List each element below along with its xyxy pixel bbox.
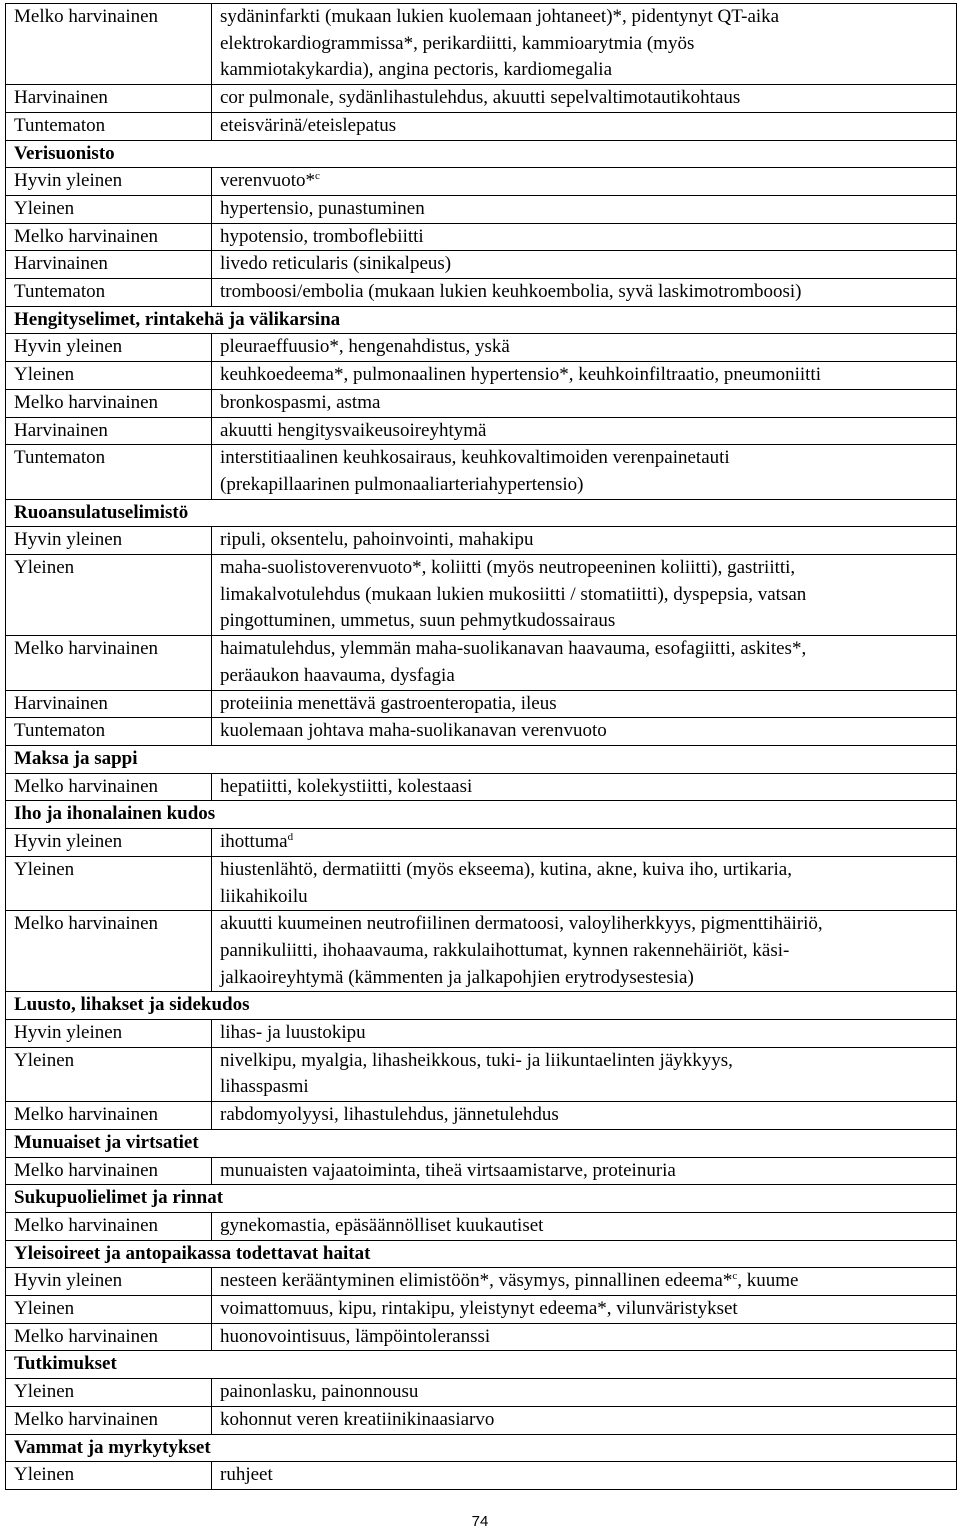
frequency-cell: Hyvin yleinen bbox=[6, 829, 212, 857]
reaction-text: livedo reticularis (sinikalpeus) bbox=[220, 253, 452, 275]
reaction-line bbox=[220, 1213, 956, 1240]
reaction-line bbox=[220, 390, 956, 417]
reaction-cell bbox=[212, 389, 957, 417]
frequency-cell: Yleinen bbox=[6, 362, 212, 390]
footnote-marker: d bbox=[287, 831, 294, 844]
reaction-cell bbox=[212, 417, 957, 445]
reaction-text: liikahikoilu bbox=[220, 885, 308, 907]
frequency-cell: Melko harvinainen bbox=[6, 223, 212, 251]
reaction-line bbox=[220, 1158, 956, 1185]
reaction-text-after: , kuume bbox=[737, 1270, 799, 1292]
reaction-cell bbox=[212, 1379, 957, 1407]
reaction-text: proteiinia menettävä gastroenteropatia, ileus bbox=[220, 692, 557, 714]
reaction-cell bbox=[212, 223, 957, 251]
reaction-text: ihottuma bbox=[220, 831, 288, 853]
reaction-text: ripuli, oksentelu, pahoinvointi, mahakipu bbox=[220, 529, 534, 551]
reaction-cell bbox=[212, 85, 957, 113]
frequency-cell: Melko harvinainen bbox=[6, 636, 212, 690]
table-row bbox=[6, 1212, 957, 1240]
reaction-line bbox=[220, 472, 956, 499]
frequency-cell: Melko harvinainen bbox=[6, 773, 212, 801]
reaction-cell bbox=[212, 362, 957, 390]
frequency-cell: Tuntematon bbox=[6, 279, 212, 307]
table-row bbox=[6, 911, 957, 992]
reaction-line bbox=[220, 829, 956, 856]
reaction-cell bbox=[212, 1323, 957, 1351]
reaction-text: pleuraeffuusio*, hengenahdistus, yskä bbox=[220, 336, 510, 358]
reaction-cell bbox=[212, 911, 957, 992]
reaction-line bbox=[220, 113, 956, 140]
reaction-line bbox=[220, 334, 956, 361]
section-row bbox=[6, 140, 957, 168]
reaction-text: peräaukon haavauma, dysfagia bbox=[220, 664, 455, 686]
reaction-line bbox=[220, 362, 956, 389]
frequency-cell: Harvinainen bbox=[6, 85, 212, 113]
reaction-cell bbox=[212, 195, 957, 223]
section-row bbox=[6, 306, 957, 334]
frequency-cell: Melko harvinainen bbox=[6, 4, 212, 85]
table-row bbox=[6, 1379, 957, 1407]
section-row bbox=[6, 1434, 957, 1462]
reaction-line bbox=[220, 196, 956, 223]
reaction-cell bbox=[212, 718, 957, 746]
table-row bbox=[6, 829, 957, 857]
reaction-text: maha-suolistoverenvuoto*, koliitti (myös neutropeeninen koliitti), gastriitti, bbox=[220, 557, 796, 579]
footnote-marker: c bbox=[314, 170, 320, 183]
reaction-line bbox=[220, 1296, 956, 1323]
table-row bbox=[6, 1157, 957, 1185]
reaction-cell bbox=[212, 112, 957, 140]
reaction-cell bbox=[212, 829, 957, 857]
frequency-cell: Hyvin yleinen bbox=[6, 168, 212, 196]
reaction-text: elektrokardiogrammissa*, perikardiitti, kammioarytmia (myös bbox=[220, 32, 695, 54]
reaction-line bbox=[220, 938, 956, 965]
section-heading: Yleisoireet ja antopaikassa todettavat haitat bbox=[6, 1240, 957, 1268]
reaction-cell bbox=[212, 251, 957, 279]
reaction-line bbox=[220, 527, 956, 554]
reaction-cell bbox=[212, 1102, 957, 1130]
reaction-text: limakalvotulehdus (mukaan lukien mukosiitti / stomatiitti), dyspepsia, vatsan bbox=[220, 583, 807, 605]
reaction-text: kuolemaan johtava maha-suolikanavan verenvuoto bbox=[220, 720, 607, 742]
section-row bbox=[6, 1185, 957, 1213]
frequency-cell: Yleinen bbox=[6, 1047, 212, 1101]
reaction-line bbox=[220, 168, 956, 195]
reaction-cell bbox=[212, 445, 957, 499]
reaction-text: kohonnut veren kreatiinikinaasiarvo bbox=[220, 1408, 495, 1430]
section-heading: Maksa ja sappi bbox=[6, 745, 957, 773]
table-row bbox=[6, 1406, 957, 1434]
frequency-cell: Melko harvinainen bbox=[6, 1406, 212, 1434]
section-heading: Sukupuolielimet ja rinnat bbox=[6, 1185, 957, 1213]
frequency-cell: Yleinen bbox=[6, 1462, 212, 1490]
reaction-text: (prekapillaarinen pulmonaaliarteriahypertensio) bbox=[220, 473, 584, 495]
section-heading: Ruoansulatuselimistö bbox=[6, 499, 957, 527]
frequency-cell: Hyvin yleinen bbox=[6, 334, 212, 362]
table-row bbox=[6, 112, 957, 140]
reaction-text: ruhjeet bbox=[220, 1464, 273, 1486]
reaction-line bbox=[220, 608, 956, 635]
frequency-cell: Hyvin yleinen bbox=[6, 1020, 212, 1048]
reaction-text: gynekomastia, epäsäännölliset kuukautiset bbox=[220, 1214, 544, 1236]
reaction-cell bbox=[212, 1157, 957, 1185]
table-row bbox=[6, 85, 957, 113]
table-row bbox=[6, 362, 957, 390]
reaction-line bbox=[220, 251, 956, 278]
section-heading: Vammat ja myrkytykset bbox=[6, 1434, 957, 1462]
reaction-line bbox=[220, 965, 956, 992]
reaction-text: nivelkipu, myalgia, lihasheikkous, tuki- ja liikuntaelinten jäykkyys, bbox=[220, 1049, 733, 1071]
reaction-text: hypertensio, punastuminen bbox=[220, 197, 425, 219]
table-row bbox=[6, 223, 957, 251]
table-row bbox=[6, 1102, 957, 1130]
frequency-cell: Hyvin yleinen bbox=[6, 527, 212, 555]
reaction-text: voimattomuus, kipu, rintakipu, yleistynyt edeema*, vilunväristykset bbox=[220, 1298, 738, 1320]
frequency-cell: Harvinainen bbox=[6, 417, 212, 445]
reaction-cell bbox=[212, 856, 957, 910]
section-row bbox=[6, 1240, 957, 1268]
footnote-marker: c bbox=[732, 1270, 738, 1283]
frequency-cell: Harvinainen bbox=[6, 251, 212, 279]
reaction-cell bbox=[212, 279, 957, 307]
reaction-cell bbox=[212, 334, 957, 362]
reaction-line bbox=[220, 1462, 956, 1489]
page-number: 74 bbox=[471, 1513, 489, 1530]
reaction-text: huonovointisuus, lämpöintoleranssi bbox=[220, 1325, 491, 1347]
frequency-cell: Melko harvinainen bbox=[6, 911, 212, 992]
reaction-text: lihasspasmi bbox=[220, 1076, 309, 1098]
reaction-text: interstitiaalinen keuhkosairaus, keuhkovaltimoiden verenpainetauti bbox=[220, 447, 730, 469]
reaction-line bbox=[220, 582, 956, 609]
table-row bbox=[6, 1020, 957, 1048]
reaction-cell bbox=[212, 773, 957, 801]
reaction-line bbox=[220, 1074, 956, 1101]
reaction-text: pannikuliitti, ihohaavauma, rakkulaihottumat, kynnen rakennehäiriöt, käsi- bbox=[220, 939, 790, 961]
reaction-text: painonlasku, painonnousu bbox=[220, 1381, 419, 1403]
reaction-text: lihas- ja luustokipu bbox=[220, 1022, 366, 1044]
table-row bbox=[6, 856, 957, 910]
table-row bbox=[6, 389, 957, 417]
section-row bbox=[6, 1129, 957, 1157]
table-row bbox=[6, 279, 957, 307]
reaction-line bbox=[220, 691, 956, 718]
section-heading: Hengityselimet, rintakehä ja välikarsina bbox=[6, 306, 957, 334]
reaction-text: hiustenlähtö, dermatiitti (myös ekseema), kutina, akne, kuiva iho, urtikaria, bbox=[220, 858, 792, 880]
reaction-line bbox=[220, 718, 956, 745]
table-row bbox=[6, 527, 957, 555]
frequency-cell: Melko harvinainen bbox=[6, 389, 212, 417]
table-row bbox=[6, 334, 957, 362]
table-row bbox=[6, 195, 957, 223]
reaction-line bbox=[220, 1268, 956, 1295]
reaction-line bbox=[220, 57, 956, 84]
reaction-text: hepatiitti, kolekystiitti, kolestaasi bbox=[220, 775, 473, 797]
reaction-cell bbox=[212, 4, 957, 85]
reaction-text: bronkospasmi, astma bbox=[220, 391, 381, 413]
reaction-line bbox=[220, 1407, 956, 1434]
section-row bbox=[6, 1351, 957, 1379]
table-row bbox=[6, 445, 957, 499]
frequency-cell: Melko harvinainen bbox=[6, 1212, 212, 1240]
reaction-cell bbox=[212, 636, 957, 690]
reaction-cell bbox=[212, 168, 957, 196]
frequency-cell: Melko harvinainen bbox=[6, 1323, 212, 1351]
section-heading: Verisuonisto bbox=[6, 140, 957, 168]
reaction-cell bbox=[212, 1212, 957, 1240]
reaction-cell bbox=[212, 555, 957, 636]
table-row bbox=[6, 1296, 957, 1324]
table-row bbox=[6, 718, 957, 746]
reaction-text: hypotensio, tromboflebiitti bbox=[220, 225, 424, 247]
reaction-line bbox=[220, 418, 956, 445]
reaction-text: jalkaoireyhtymä (kämmenten ja jalkapohjien erytrodysestesia) bbox=[220, 966, 694, 988]
table-row bbox=[6, 251, 957, 279]
reaction-line bbox=[220, 774, 956, 801]
frequency-cell: Yleinen bbox=[6, 856, 212, 910]
reaction-line bbox=[220, 555, 956, 582]
reaction-line bbox=[220, 85, 956, 112]
table-row bbox=[6, 1047, 957, 1101]
table-row bbox=[6, 4, 957, 85]
reaction-line bbox=[220, 1048, 956, 1075]
reaction-line bbox=[220, 1324, 956, 1351]
section-row bbox=[6, 499, 957, 527]
reaction-text: verenvuoto* bbox=[220, 170, 315, 192]
table-row bbox=[6, 1323, 957, 1351]
table-row bbox=[6, 773, 957, 801]
frequency-cell: Melko harvinainen bbox=[6, 1102, 212, 1130]
reaction-cell bbox=[212, 690, 957, 718]
section-heading: Tutkimukset bbox=[6, 1351, 957, 1379]
reaction-text: tromboosi/embolia (mukaan lukien keuhkoembolia, syvä laskimotromboosi) bbox=[220, 281, 802, 303]
reaction-line bbox=[220, 445, 956, 472]
reaction-text: munuaisten vajaatoiminta, tiheä virtsaamistarve, proteinuria bbox=[220, 1159, 676, 1181]
section-heading: Iho ja ihonalainen kudos bbox=[6, 801, 957, 829]
reaction-line bbox=[220, 1102, 956, 1129]
frequency-cell: Hyvin yleinen bbox=[6, 1268, 212, 1296]
table-row bbox=[6, 555, 957, 636]
reaction-text: eteisvärinä/eteislepatus bbox=[220, 114, 397, 136]
reaction-line bbox=[220, 1379, 956, 1406]
frequency-cell: Tuntematon bbox=[6, 718, 212, 746]
reaction-text: haimatulehdus, ylemmän maha-suolikanavan haavauma, esofagiitti, askites*, bbox=[220, 638, 807, 660]
frequency-cell: Melko harvinainen bbox=[6, 1157, 212, 1185]
frequency-cell: Yleinen bbox=[6, 195, 212, 223]
reaction-line bbox=[220, 279, 956, 306]
adverse-reactions-table bbox=[5, 3, 957, 1490]
reaction-line bbox=[220, 4, 956, 31]
reaction-text: pingottuminen, ummetus, suun pehmytkudossairaus bbox=[220, 610, 616, 632]
table-row bbox=[6, 636, 957, 690]
reaction-text: rabdomyolyysi, lihastulehdus, jännetulehdus bbox=[220, 1104, 559, 1126]
frequency-cell: Yleinen bbox=[6, 1379, 212, 1407]
reaction-cell bbox=[212, 1047, 957, 1101]
reaction-text: sydäninfarkti (mukaan lukien kuolemaan johtaneet)*, pidentynyt QT-aika bbox=[220, 6, 780, 27]
table-row bbox=[6, 690, 957, 718]
reaction-line bbox=[220, 857, 956, 884]
reaction-text: akuutti kuumeinen neutrofiilinen dermatoosi, valoyliherkkyys, pigmenttihäiriö, bbox=[220, 913, 823, 935]
reaction-text: keuhkoedeema*, pulmonaalinen hypertensio*, keuhkoinfiltraatio, pneumoniitti bbox=[220, 364, 821, 386]
reaction-cell bbox=[212, 1020, 957, 1048]
reaction-text: nesteen kerääntyminen elimistöön*, väsymys, pinnallinen edeema* bbox=[220, 1270, 733, 1292]
reaction-cell bbox=[212, 527, 957, 555]
reaction-text: kammiotakykardia), angina pectoris, kardiomegalia bbox=[220, 59, 612, 81]
section-row bbox=[6, 992, 957, 1020]
adverse-reactions-body bbox=[6, 4, 957, 1490]
section-row bbox=[6, 745, 957, 773]
frequency-cell: Tuntematon bbox=[6, 445, 212, 499]
table-row bbox=[6, 1462, 957, 1490]
section-row bbox=[6, 801, 957, 829]
reaction-line bbox=[220, 911, 956, 938]
reaction-line bbox=[220, 1020, 956, 1047]
reaction-cell bbox=[212, 1296, 957, 1324]
reaction-line bbox=[220, 224, 956, 251]
table-row bbox=[6, 417, 957, 445]
reaction-cell bbox=[212, 1462, 957, 1490]
reaction-line bbox=[220, 636, 956, 663]
table-row bbox=[6, 168, 957, 196]
frequency-cell: Tuntematon bbox=[6, 112, 212, 140]
frequency-cell: Yleinen bbox=[6, 1296, 212, 1324]
frequency-cell: Harvinainen bbox=[6, 690, 212, 718]
reaction-line bbox=[220, 663, 956, 690]
reaction-cell bbox=[212, 1268, 957, 1296]
reaction-text: cor pulmonale, sydänlihastulehdus, akuutti sepelvaltimotautikohtaus bbox=[220, 87, 741, 109]
section-heading: Luusto, lihakset ja sidekudos bbox=[6, 992, 957, 1020]
reaction-line bbox=[220, 31, 956, 58]
frequency-cell: Yleinen bbox=[6, 555, 212, 636]
reaction-text: akuutti hengitysvaikeusoireyhtymä bbox=[220, 419, 487, 441]
reaction-line bbox=[220, 884, 956, 911]
table-row bbox=[6, 1268, 957, 1296]
reaction-cell bbox=[212, 1406, 957, 1434]
section-heading: Munuaiset ja virtsatiet bbox=[6, 1129, 957, 1157]
